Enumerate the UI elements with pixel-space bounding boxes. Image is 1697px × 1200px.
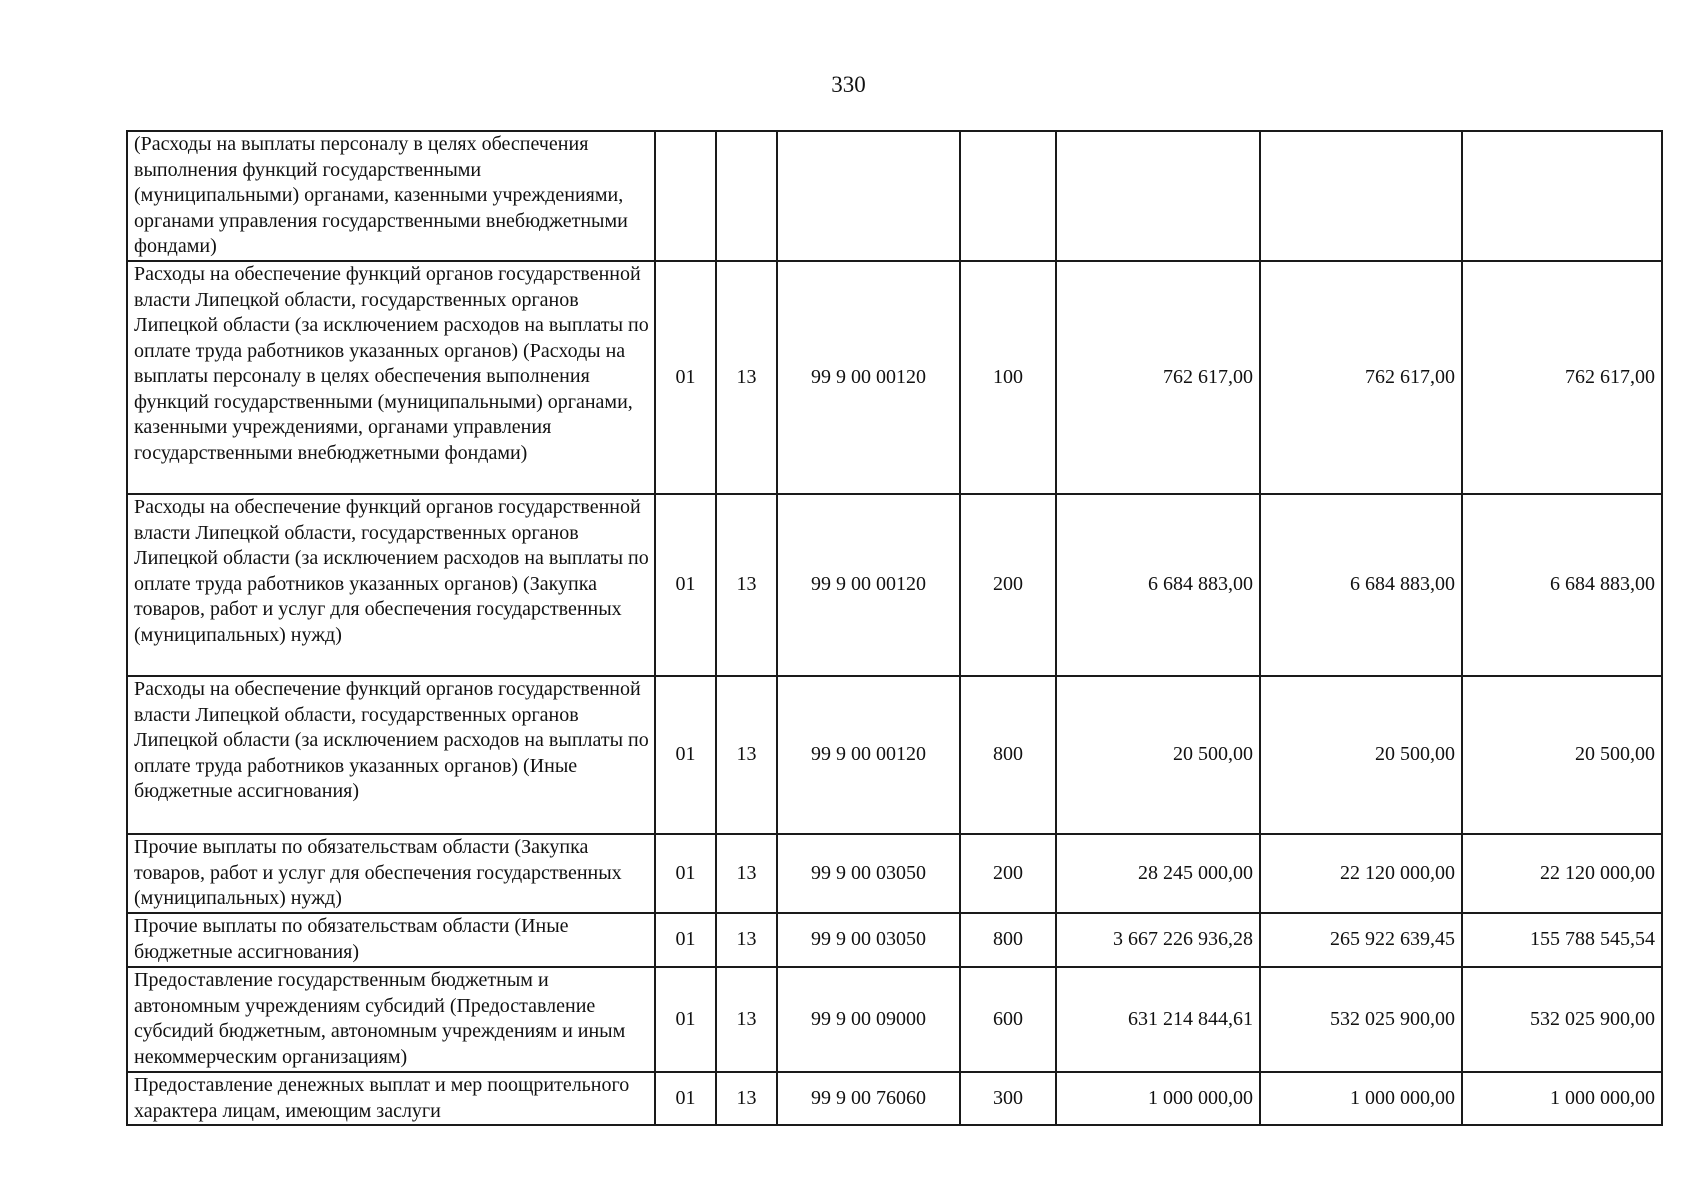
target-article-code: 99 9 00 00120 bbox=[777, 494, 960, 676]
amount-year-2: 762 617,00 bbox=[1260, 261, 1462, 494]
target-article-code: 99 9 00 03050 bbox=[777, 834, 960, 913]
amount-year-2 bbox=[1260, 131, 1462, 261]
target-article-code bbox=[777, 131, 960, 261]
target-article-code: 99 9 00 00120 bbox=[777, 261, 960, 494]
table-row bbox=[127, 131, 1662, 261]
table-row bbox=[127, 834, 1662, 913]
subsection-code: 13 bbox=[716, 261, 777, 494]
table-row bbox=[127, 494, 1662, 676]
table-row bbox=[127, 913, 1662, 967]
section-code: 01 bbox=[655, 834, 716, 913]
section-code: 01 bbox=[655, 676, 716, 834]
expense-type-code: 600 bbox=[960, 967, 1056, 1072]
amount-year-3: 155 788 545,54 bbox=[1462, 913, 1662, 967]
expense-type-code: 200 bbox=[960, 834, 1056, 913]
amount-year-2: 1 000 000,00 bbox=[1260, 1072, 1462, 1125]
expense-description: Прочие выплаты по обязательствам области (Закупка товаров, работ и услуг для обеспечения государственных (муниципальных) нужд) bbox=[127, 834, 655, 913]
amount-year-3: 532 025 900,00 bbox=[1462, 967, 1662, 1072]
subsection-code: 13 bbox=[716, 967, 777, 1072]
amount-year-3: 1 000 000,00 bbox=[1462, 1072, 1662, 1125]
subsection-code: 13 bbox=[716, 913, 777, 967]
budget-table bbox=[126, 130, 1663, 1126]
amount-year-2: 265 922 639,45 bbox=[1260, 913, 1462, 967]
amount-year-3: 22 120 000,00 bbox=[1462, 834, 1662, 913]
expense-description: Предоставление денежных выплат и мер поощрительного характера лицам, имеющим заслуги bbox=[127, 1072, 655, 1125]
amount-year-1: 20 500,00 bbox=[1056, 676, 1260, 834]
section-code: 01 bbox=[655, 261, 716, 494]
expense-description: (Расходы на выплаты персоналу в целях обеспечения выполнения функций государственными (муниципальными) органами, казенными учреждениями, органами управления государственными внебюджетными фондами) bbox=[127, 131, 655, 261]
amount-year-1: 28 245 000,00 bbox=[1056, 834, 1260, 913]
expense-description: Предоставление государственным бюджетным и автономным учреждениям субсидий (Предоставление субсидий бюджетным, автономным учреждениям и иным некоммерческим организациям) bbox=[127, 967, 655, 1072]
amount-year-1: 6 684 883,00 bbox=[1056, 494, 1260, 676]
subsection-code: 13 bbox=[716, 1072, 777, 1125]
amount-year-1 bbox=[1056, 131, 1260, 261]
amount-year-2: 6 684 883,00 bbox=[1260, 494, 1462, 676]
page-number: 330 bbox=[831, 72, 866, 97]
expense-type-code: 300 bbox=[960, 1072, 1056, 1125]
target-article-code: 99 9 00 76060 bbox=[777, 1072, 960, 1125]
amount-year-1: 3 667 226 936,28 bbox=[1056, 913, 1260, 967]
expense-type-code: 800 bbox=[960, 913, 1056, 967]
subsection-code: 13 bbox=[716, 834, 777, 913]
section-code: 01 bbox=[655, 1072, 716, 1125]
amount-year-2: 532 025 900,00 bbox=[1260, 967, 1462, 1072]
table-row bbox=[127, 967, 1662, 1072]
target-article-code: 99 9 00 00120 bbox=[777, 676, 960, 834]
target-article-code: 99 9 00 03050 bbox=[777, 913, 960, 967]
subsection-code: 13 bbox=[716, 676, 777, 834]
subsection-code: 13 bbox=[716, 494, 777, 676]
amount-year-1: 631 214 844,61 bbox=[1056, 967, 1260, 1072]
expense-type-code bbox=[960, 131, 1056, 261]
expense-type-code: 100 bbox=[960, 261, 1056, 494]
section-code: 01 bbox=[655, 967, 716, 1072]
expense-description: Прочие выплаты по обязательствам области (Иные бюджетные ассигнования) bbox=[127, 913, 655, 967]
amount-year-3: 762 617,00 bbox=[1462, 261, 1662, 494]
table-row bbox=[127, 1072, 1662, 1125]
table-row bbox=[127, 676, 1662, 834]
section-code: 01 bbox=[655, 913, 716, 967]
subsection-code bbox=[716, 131, 777, 261]
amount-year-3: 20 500,00 bbox=[1462, 676, 1662, 834]
expense-description: Расходы на обеспечение функций органов государственной власти Липецкой области, государственных органов Липецкой области (за исключением расходов на выплаты по оплате труда работников указанных органов) (Закупка товаров, работ и услуг для обеспечения государственных (муниципальных) нужд) bbox=[127, 494, 655, 676]
amount-year-3 bbox=[1462, 131, 1662, 261]
amount-year-2: 20 500,00 bbox=[1260, 676, 1462, 834]
amount-year-3: 6 684 883,00 bbox=[1462, 494, 1662, 676]
table-row bbox=[127, 261, 1662, 494]
section-code: 01 bbox=[655, 494, 716, 676]
expense-description: Расходы на обеспечение функций органов государственной власти Липецкой области, государственных органов Липецкой области (за исключением расходов на выплаты по оплате труда работников указанных органов) (Иные бюджетные ассигнования) bbox=[127, 676, 655, 834]
amount-year-1: 762 617,00 bbox=[1056, 261, 1260, 494]
expense-type-code: 800 bbox=[960, 676, 1056, 834]
expense-type-code: 200 bbox=[960, 494, 1056, 676]
section-code bbox=[655, 131, 716, 261]
amount-year-2: 22 120 000,00 bbox=[1260, 834, 1462, 913]
target-article-code: 99 9 00 09000 bbox=[777, 967, 960, 1072]
expense-description: Расходы на обеспечение функций органов государственной власти Липецкой области, государственных органов Липецкой области (за исключением расходов на выплаты по оплате труда работников указанных органов) (Расходы на выплаты персоналу в целях обеспечения выполнения функций государственными (муниципальными) органами, казенными учреждениями, органами управления государственными внебюджетными фондами) bbox=[127, 261, 655, 494]
amount-year-1: 1 000 000,00 bbox=[1056, 1072, 1260, 1125]
